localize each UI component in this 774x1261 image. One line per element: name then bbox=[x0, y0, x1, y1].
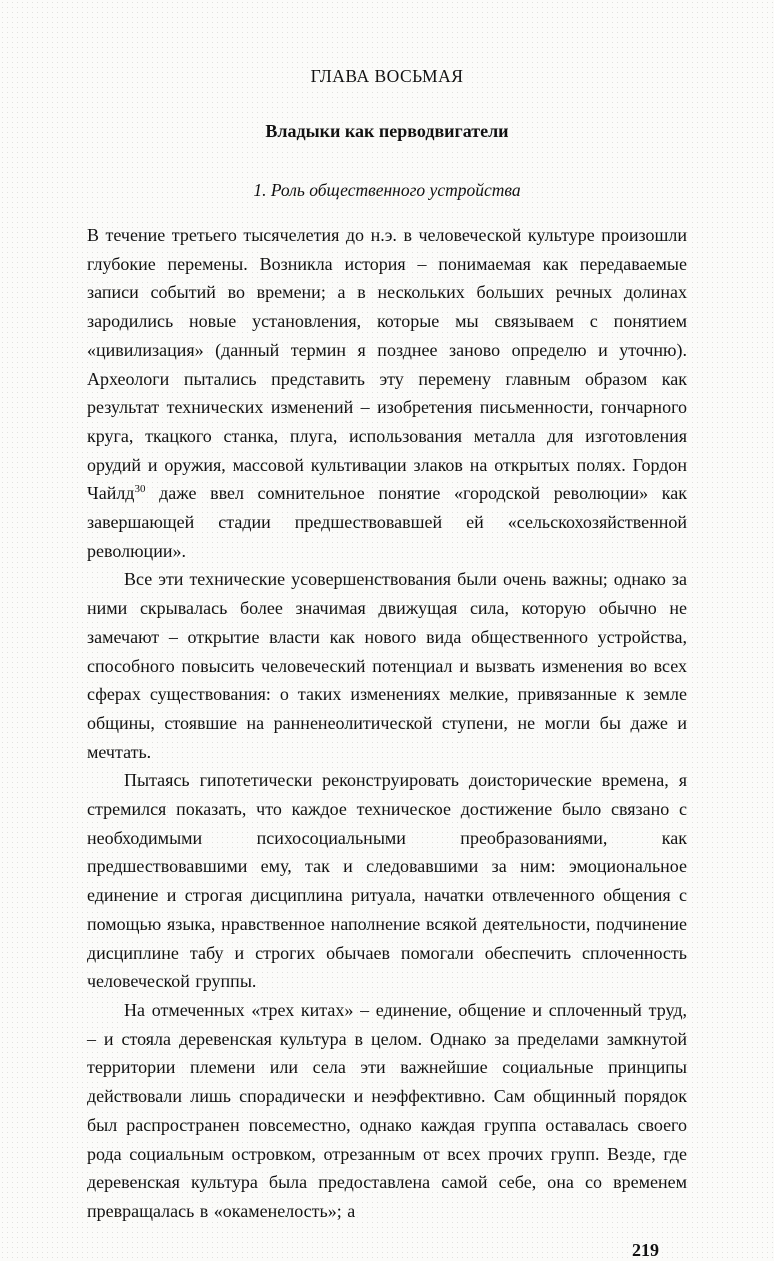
paragraph-1-text: В течение третьего тысячелетия до н.э. в человеческой культуре произошли глубокие перемены. Возникла история – понимаемая как передаваемые записи событий во времени; а в нескольких больших речных долинах зародились новые установления, которые мы связываем с понятием «цивилизация» (данный термин я позднее заново определю и уточню). Археологи пытались представить эту перемену главным образом как результат технических изменений – изобретения письменности, гончарного круга, ткацкого станка, плуга, использования металла для изготовления орудий и оружия, массовой культивации злаков на открытых полях. Гордон Чайлд bbox=[87, 225, 687, 504]
book-page bbox=[87, 0, 687, 1261]
section-heading: 1. Роль общественного устройства bbox=[253, 180, 521, 200]
footnote-reference-30: 30 bbox=[134, 483, 146, 496]
paragraph-4: На отмеченных «трех китах» – единение, общение и сплоченный труд, – и стояла деревенская культура в целом. Однако за пределами замкнутой территории племени или села эти важнейшие социальные принципы действовали лишь спорадически и неэффективно. Сам общинный порядок был распространен повсеместно, однако каждая группа оставалась своего рода социальным островком, отрезанным от всех прочих групп. Везде, где деревенская культура была предоставлена самой себе, она со временем превращалась в «окаменелость»; а bbox=[87, 999, 687, 1221]
page-number: 219 bbox=[632, 1239, 659, 1260]
paragraph-1 bbox=[87, 221, 687, 565]
page-title: Владыки как перводвигатели bbox=[265, 121, 509, 141]
paragraph-2: Все эти технические усовершенствования были очень важны; однако за ними скрывалась более значимая движущая сила, которую обычно не замечают – открытие власти как нового вида общественного устройства, способного повысить человеческий потенциал и вызвать изменения во всех сферах существования: о таких изменениях мелкие, привязанные к земле общины, стоявшие на ранненеолитической ступени, не могли бы даже и мечтать. bbox=[87, 569, 687, 762]
chapter-heading: ГЛАВА ВОСЬМАЯ bbox=[310, 66, 464, 86]
paragraph-3: Пытаясь гипотетически реконструировать доисторические времена, я стремился показать, что каждое техническое достижение было связано с необходимыми психосоциальными преобразованиями, как предшествовавшими ему, так и следовавшими за ним: эмоциональное единение и строгая дисциплина ритуала, начатки отвлеченного общения с помощью языка, нравственное наполнение всякой деятельности, подчинение дисциплине табу и строгих обычаев помогали обеспечить сплоченность человеческой группы. bbox=[87, 770, 687, 992]
paragraph-1-continuation: даже ввел сомнительное понятие «городской революции» как завершающей стадии предшествовавшей ей «сельскохозяйственной революции». bbox=[87, 483, 687, 561]
